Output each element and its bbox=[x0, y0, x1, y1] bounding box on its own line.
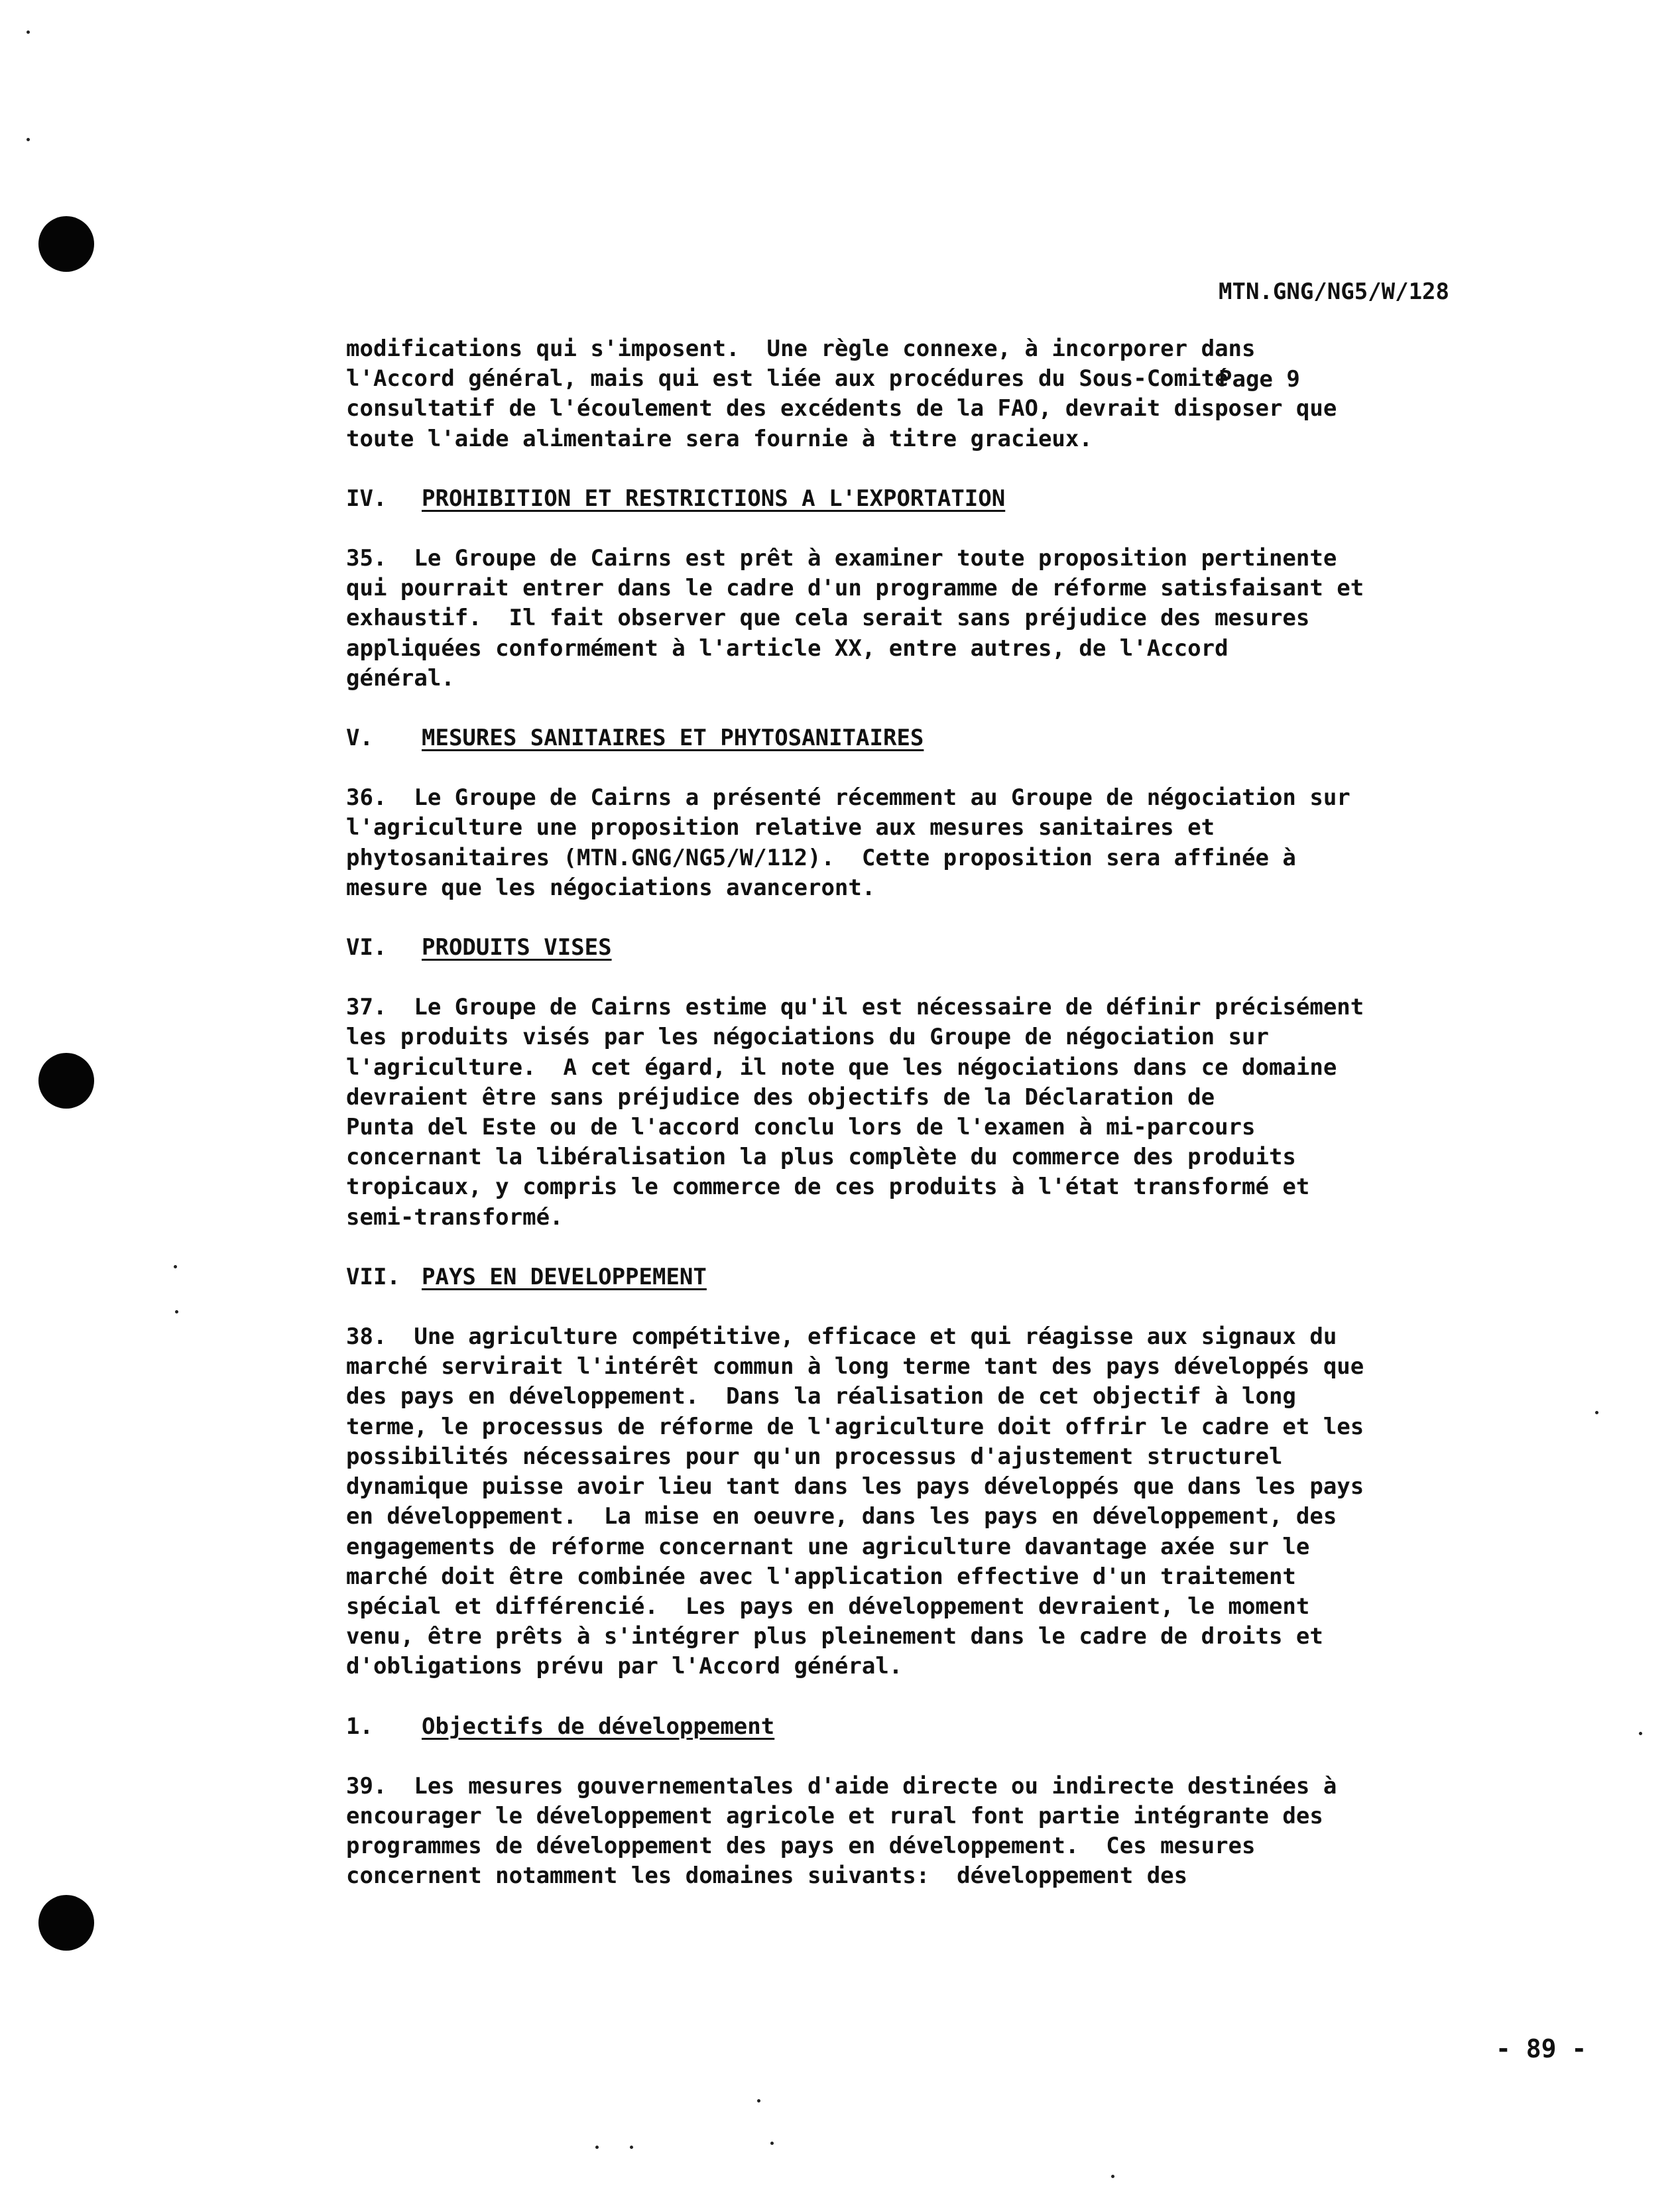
paragraph-intro bbox=[346, 334, 1486, 454]
text-line: devraient être sans préjudice des objectifs de la Déclaration de bbox=[346, 1083, 1215, 1111]
scan-speck bbox=[174, 1265, 177, 1268]
text-line: 35. Le Groupe de Cairns est prêt à examiner toute proposition pertinente bbox=[346, 545, 1337, 572]
section-heading-vi bbox=[346, 933, 1486, 963]
paragraph-38 bbox=[346, 1322, 1486, 1681]
section-title: PRODUITS VISES bbox=[422, 934, 612, 961]
section-title: MESURES SANITAIRES ET PHYTOSANITAIRES bbox=[422, 725, 924, 752]
text-line: des pays en développement. Dans la réalisation de cet objectif à long bbox=[346, 1383, 1296, 1410]
text-line: les produits visés par les négociations du Groupe de négociation sur bbox=[346, 1024, 1269, 1051]
text-line: d'obligations prévu par l'Accord général. bbox=[346, 1653, 903, 1680]
text-line: concernent notamment les domaines suivants: développement des bbox=[346, 1862, 1188, 1890]
paragraph-39 bbox=[346, 1772, 1486, 1892]
text-line: spécial et différencié. Les pays en développement devraient, le moment bbox=[346, 1593, 1310, 1620]
paragraph-36 bbox=[346, 783, 1486, 903]
scan-speck bbox=[630, 2146, 633, 2149]
text-line: concernant la libéralisation la plus complète du commerce des produits bbox=[346, 1144, 1296, 1171]
document-reference: MTN.GNG/NG5/W/128 bbox=[1219, 278, 1449, 305]
section-heading-iv bbox=[346, 484, 1486, 514]
section-number: V. bbox=[346, 725, 373, 752]
text-line: l'Accord général, mais qui est liée aux procédures du Sous-Comité bbox=[346, 365, 1229, 393]
text-line: toute l'aide alimentaire sera fournie à titre gracieux. bbox=[346, 425, 1093, 452]
section-title: PROHIBITION ET RESTRICTIONS A L'EXPORTATION bbox=[422, 485, 1006, 512]
text-line: 38. Une agriculture compétitive, efficace et qui réagisse aux signaux du bbox=[346, 1323, 1337, 1351]
scan-speck bbox=[27, 30, 30, 34]
text-line: venu, être prêts à s'intégrer plus pleinement dans le cadre de droits et bbox=[346, 1623, 1323, 1650]
section-title: Objectifs de développement bbox=[422, 1713, 775, 1740]
text-line: 36. Le Groupe de Cairns a présenté récemment au Groupe de négociation sur bbox=[346, 784, 1350, 812]
text-line: 39. Les mesures gouvernementales d'aide directe ou indirecte destinées à bbox=[346, 1772, 1337, 1799]
text-line: modifications qui s'imposent. Une règle connexe, à incorporer dans bbox=[346, 335, 1256, 362]
section-number: VII. bbox=[346, 1263, 400, 1290]
text-line: en développement. La mise en oeuvre, dans les pays en développement, des bbox=[346, 1503, 1337, 1530]
text-line: tropicaux, y compris le commerce de ces produits à l'état transformé et bbox=[346, 1174, 1310, 1201]
text-line: l'agriculture. A cet égard, il note que les négociations dans ce domaine bbox=[346, 1054, 1337, 1081]
punch-hole-bottom bbox=[38, 1895, 94, 1951]
text-line: mesure que les négociations avanceront. bbox=[346, 874, 876, 901]
paragraph-35 bbox=[346, 544, 1486, 694]
text-line: phytosanitaires (MTN.GNG/NG5/W/112). Cette proposition sera affinée à bbox=[346, 844, 1296, 871]
text-line: programmes de développement des pays en développement. Ces mesures bbox=[346, 1833, 1256, 1860]
section-number: VI. bbox=[346, 934, 387, 961]
text-line: semi-transformé. bbox=[346, 1203, 564, 1231]
scan-speck bbox=[175, 1310, 178, 1313]
text-line: qui pourrait entrer dans le cadre d'un programme de réforme satisfaisant et bbox=[346, 575, 1364, 602]
section-number: IV. bbox=[346, 485, 387, 512]
document-body bbox=[346, 334, 1486, 1921]
punch-hole-top bbox=[38, 216, 94, 272]
scan-speck bbox=[1595, 1411, 1598, 1414]
section-number: 1. bbox=[346, 1713, 373, 1740]
scan-speck bbox=[27, 138, 30, 141]
text-line: encourager le développement agricole et rural font partie intégrante des bbox=[346, 1802, 1323, 1829]
paragraph-37 bbox=[346, 993, 1486, 1233]
text-line: l'agriculture une proposition relative aux mesures sanitaires et bbox=[346, 814, 1215, 841]
scan-speck bbox=[1111, 2175, 1114, 2178]
scan-speck bbox=[1639, 1732, 1642, 1735]
text-line: engagements de réforme concernant une agriculture davantage axée sur le bbox=[346, 1533, 1310, 1560]
page-number: - 89 - bbox=[1496, 2034, 1587, 2063]
scan-speck bbox=[757, 2099, 760, 2102]
scan-speck bbox=[770, 2142, 774, 2145]
subsection-heading-1 bbox=[346, 1712, 1486, 1742]
text-line: marché doit être combinée avec l'application effective d'un traitement bbox=[346, 1563, 1296, 1590]
section-title: PAYS EN DEVELOPPEMENT bbox=[422, 1263, 707, 1290]
text-line: consultatif de l'écoulement des excédents de la FAO, devrait disposer que bbox=[346, 395, 1337, 422]
text-line: dynamique puisse avoir lieu tant dans les pays développés que dans les pays bbox=[346, 1473, 1364, 1500]
text-line: exhaustif. Il fait observer que cela serait sans préjudice des mesures bbox=[346, 605, 1310, 632]
text-line: 37. Le Groupe de Cairns estime qu'il est nécessaire de définir précisément bbox=[346, 994, 1364, 1021]
text-line: terme, le processus de réforme de l'agriculture doit offrir le cadre et les bbox=[346, 1413, 1364, 1440]
page-label: Page 9 bbox=[1219, 366, 1300, 393]
text-line: marché servirait l'intérêt commun à long terme tant des pays développés que bbox=[346, 1353, 1364, 1380]
text-line: général. bbox=[346, 664, 455, 692]
section-heading-v bbox=[346, 723, 1486, 753]
section-heading-vii bbox=[346, 1262, 1486, 1292]
scan-speck bbox=[595, 2146, 599, 2149]
text-line: possibilités nécessaires pour qu'un processus d'ajustement structurel bbox=[346, 1443, 1283, 1470]
text-line: Punta del Este ou de l'accord conclu lors de l'examen à mi-parcours bbox=[346, 1114, 1256, 1141]
text-line: appliquées conformément à l'article XX, entre autres, de l'Accord bbox=[346, 635, 1229, 662]
punch-hole-middle bbox=[38, 1053, 94, 1109]
